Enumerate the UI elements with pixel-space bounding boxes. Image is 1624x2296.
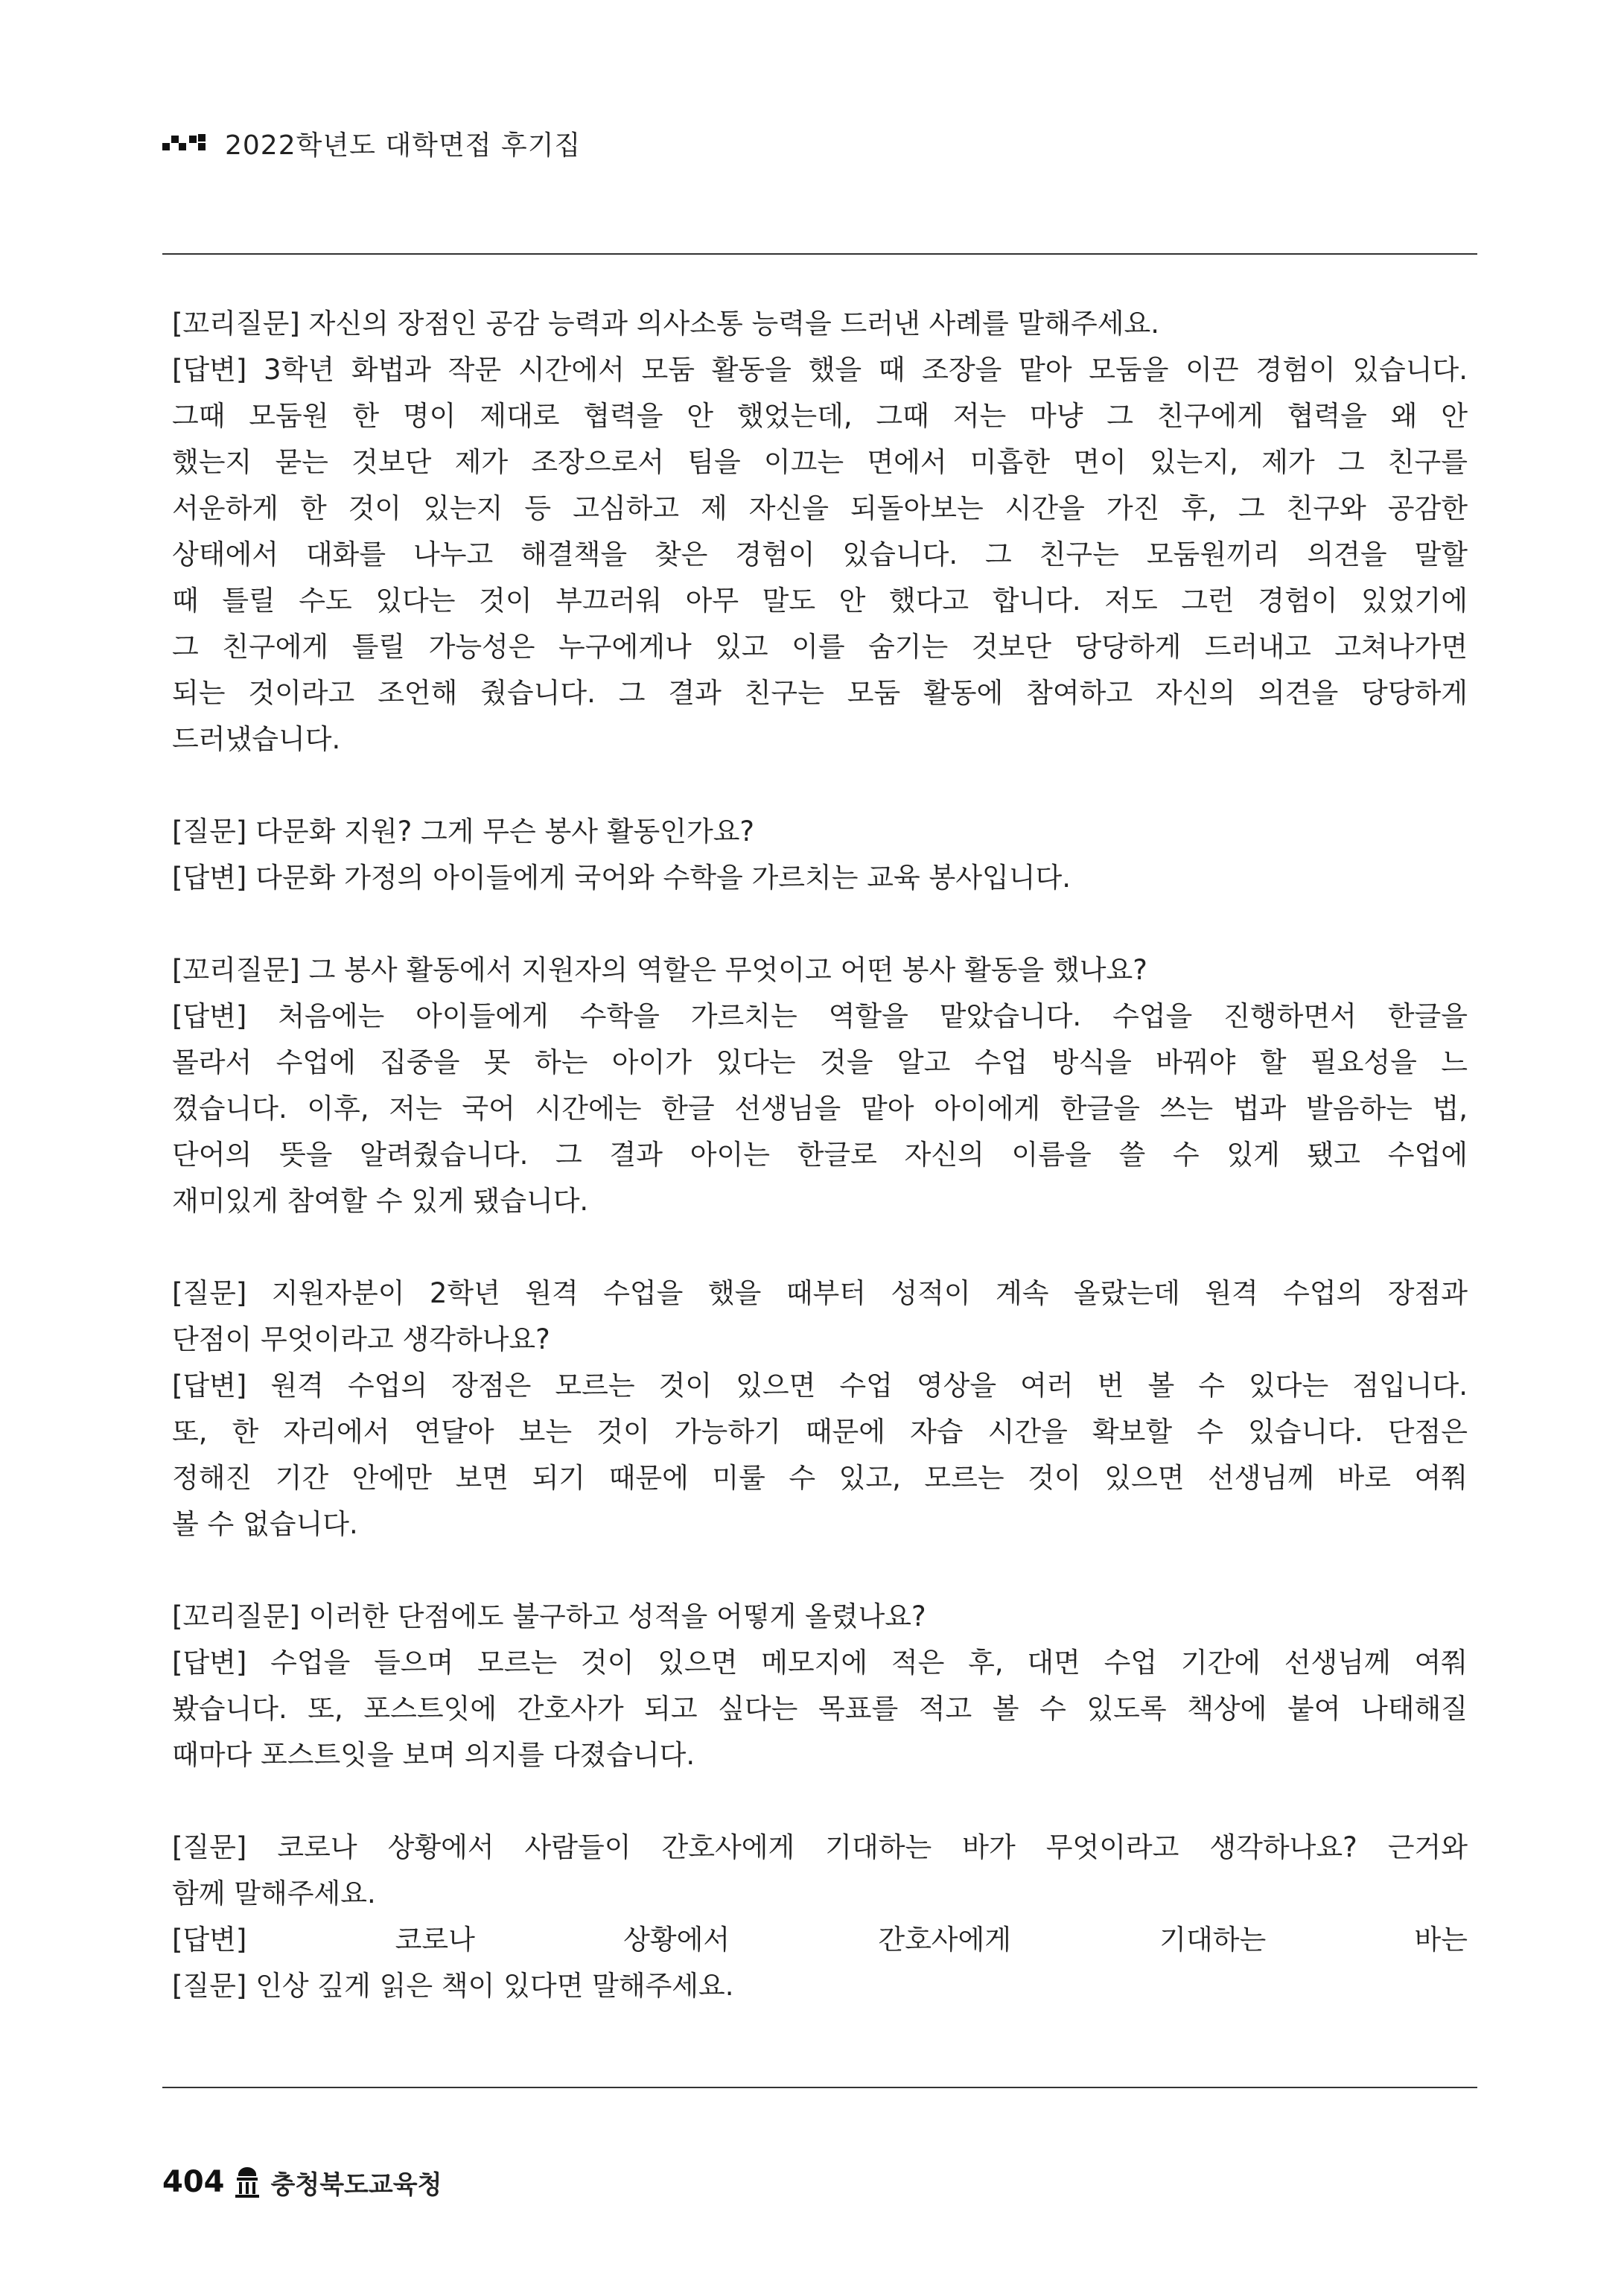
text-line: [질문] 인상 깊게 읽은 책이 있다면 말해주세요.	[172, 1970, 734, 2002]
text-line: 재미있게 참여할 수 있게 됐습니다.	[172, 1185, 589, 1217]
text-line: 정해진 기간 안에만 보면 되기 때문에 미룰 수 있고, 모르는 것이 있으면 선생님께 바로 여쭤	[172, 1462, 1468, 1494]
qa-block	[172, 809, 1468, 901]
text-line: 꼈습니다. 이후, 저는 국어 시간에는 한글 선생님을 맡아 아이에게 한글을 쓰는 법과 발음하는 법,	[172, 1093, 1468, 1125]
education-office-emblem-icon	[232, 2166, 262, 2198]
text-line: 몰라서 수업에 집중을 못 하는 아이가 있다는 것을 알고 수업 방식을 바꿔야 할 필요성을 느	[172, 1046, 1468, 1078]
text-line: [답변] 코로나 상황에서 간호사에게 기대하는 바는	[172, 1924, 1468, 1956]
text-line: 했는지 묻는 것보단 제가 조장으로서 팀을 이끄는 면에서 미흡한 면이 있는지, 제가 그 친구를	[172, 446, 1468, 478]
text-line: 때마다 포스트잇을 보며 의지를 다졌습니다.	[172, 1739, 695, 1771]
page-footer	[162, 2160, 442, 2204]
page-number: 404	[162, 2165, 225, 2199]
text-line: 그때 모둠원 한 명이 제대로 협력을 안 했었는데, 그때 저는 마냥 그 친구에게 협력을 왜 안	[172, 400, 1468, 432]
interview-transcript	[172, 301, 1468, 2009]
page-header	[162, 121, 581, 165]
text-line: [질문] 코로나 상황에서 사람들이 간호사에게 기대하는 바가 무엇이라고 생각하나요? 근거와	[172, 1831, 1468, 1863]
qa-block	[172, 1825, 1468, 2009]
text-line: [꼬리질문] 이러한 단점에도 불구하고 성적을 어떻게 올렸나요?	[172, 1600, 926, 1632]
text-line: [질문] 다문화 지원? 그게 무슨 봉사 활동인가요?	[172, 815, 755, 848]
text-line: 단어의 뜻을 알려줬습니다. 그 결과 아이는 한글로 자신의 이름을 쓸 수 있게 됐고 수업에	[172, 1139, 1468, 1171]
text-line: 서운하게 한 것이 있는지 등 고심하고 제 자신을 되돌아보는 시간을 가진 후, 그 친구와 공감한	[172, 492, 1468, 524]
text-line: 되는 것이라고 조언해 줬습니다. 그 결과 친구는 모둠 활동에 참여하고 자신의 의견을 당당하게	[172, 677, 1468, 709]
text-line: 또, 한 자리에서 연달아 보는 것이 가능하기 때문에 자습 시간을 확보할 수 있습니다. 단점은	[172, 1416, 1468, 1448]
text-line: [답변] 다문화 가정의 아이들에게 국어와 수학을 가르치는 교육 봉사입니다.	[172, 862, 1071, 894]
text-line: 때 틀릴 수도 있다는 것이 부끄러워 아무 말도 안 했다고 합니다. 저도 그런 경험이 있었기에	[172, 585, 1468, 617]
header-divider	[162, 253, 1477, 255]
text-line: 드러냈습니다.	[172, 723, 341, 755]
text-line: [꼬리질문] 자신의 장점인 공감 능력과 의사소통 능력을 드러낸 사례를 말해주세요.	[172, 308, 1159, 340]
text-line: [질문] 지원자분이 2학년 원격 수업을 했을 때부터 성적이 계속 올랐는데 원격 수업의 장점과	[172, 1277, 1468, 1309]
text-line: [답변] 원격 수업의 장점은 모르는 것이 있으면 수업 영상을 여러 번 볼 수 있다는 점입니다.	[172, 1370, 1468, 1402]
footer-divider	[162, 2087, 1477, 2088]
text-line: [꼬리질문] 그 봉사 활동에서 지원자의 역할은 무엇이고 어떤 봉사 활동을 했나요?	[172, 954, 1147, 986]
text-line: 상태에서 대화를 나누고 해결책을 찾은 경험이 있습니다. 그 친구는 모둠원끼리 의견을 말할	[172, 538, 1468, 570]
text-line: 봤습니다. 또, 포스트잇에 간호사가 되고 싶다는 목표를 적고 볼 수 있도록 책상에 붙여 나태해질	[172, 1693, 1468, 1725]
text-line: 단점이 무엇이라고 생각하나요?	[172, 1323, 550, 1355]
text-line: 볼 수 없습니다.	[172, 1508, 358, 1540]
qa-block	[172, 1594, 1468, 1778]
organization-name: 충청북도교육청	[270, 2169, 442, 2200]
qa-block	[172, 301, 1468, 763]
text-line: 그 친구에게 틀릴 가능성은 누구에게나 있고 이를 숨기는 것보단 당당하게 드러내고 고쳐나가면	[172, 631, 1468, 663]
checker-squares-icon	[162, 132, 208, 154]
text-line: 함께 말해주세요.	[172, 1877, 376, 1909]
running-header-title: 2022학년도 대학면접 후기집	[225, 130, 582, 161]
qa-block	[172, 1271, 1468, 1548]
qa-block	[172, 947, 1468, 1224]
text-line: [답변] 수업을 들으며 모르는 것이 있으면 메모지에 적은 후, 대면 수업 기간에 선생님께 여쭤	[172, 1647, 1468, 1679]
text-line: [답변] 처음에는 아이들에게 수학을 가르치는 역할을 맡았습니다. 수업을 진행하면서 한글을	[172, 1000, 1468, 1032]
text-line: [답변] 3학년 화법과 작문 시간에서 모둠 활동을 했을 때 조장을 맡아 모둠을 이끈 경험이 있습니다.	[172, 354, 1468, 386]
